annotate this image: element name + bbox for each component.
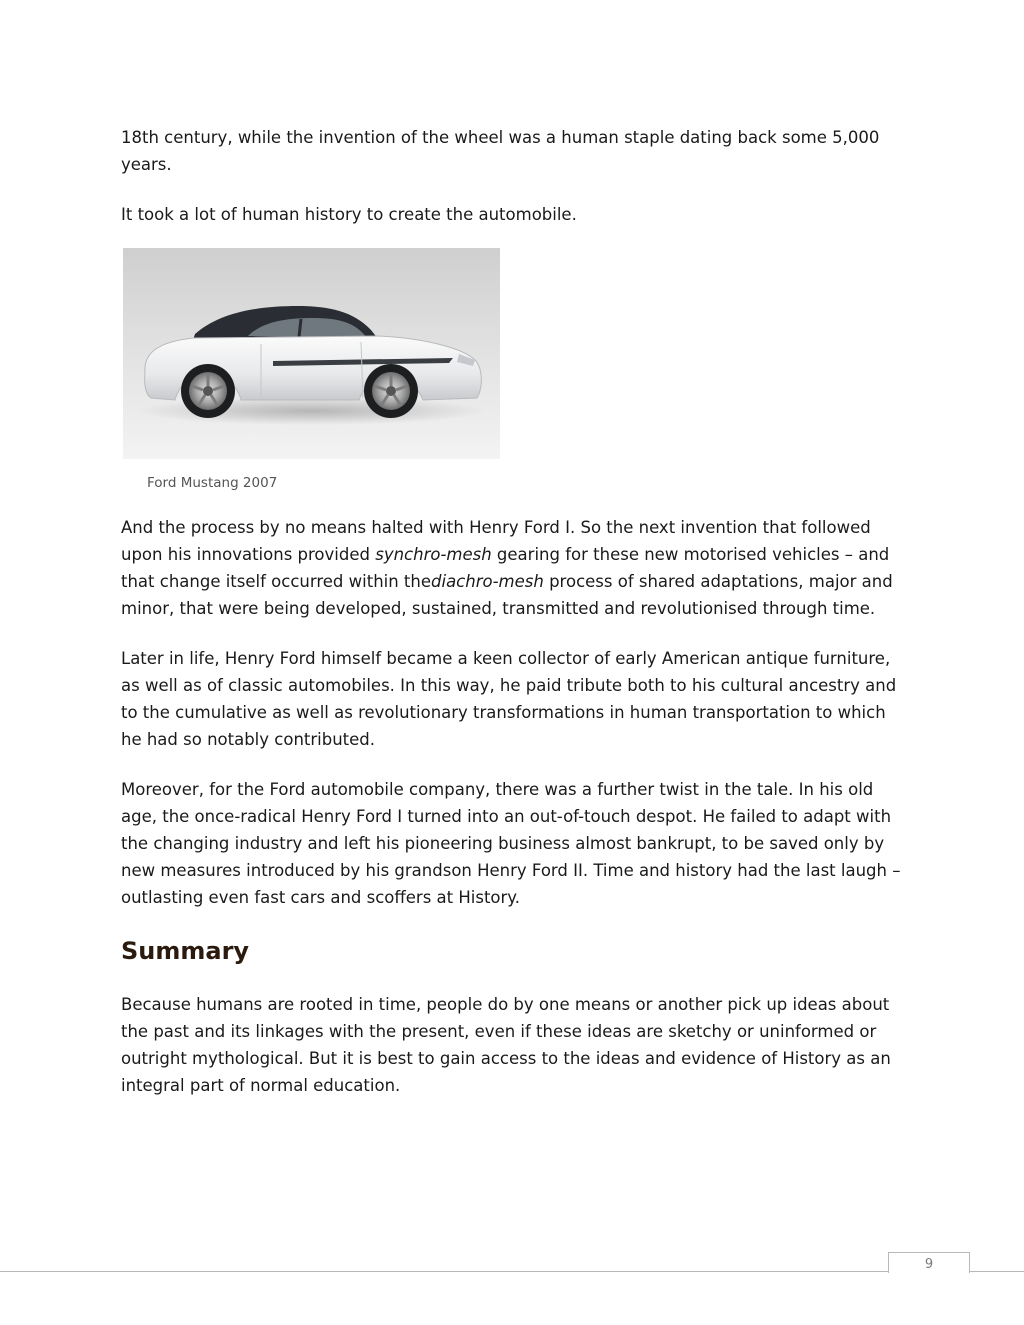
footer-divider — [0, 1271, 1024, 1272]
emphasis-diachro-mesh: diachro-mesh — [431, 572, 544, 591]
mustang-photo — [123, 248, 500, 459]
emphasis-synchro-mesh: synchro-mesh — [375, 545, 492, 564]
text-segment: gearing for these new motorised vehicles – and that change itself occurred within the — [121, 545, 890, 591]
paragraph-automobile: It took a lot of human history to create the automobile. — [121, 205, 577, 224]
paragraph-twist: Moreover, for the Ford automobile company, there was a further twist in the tale. In his old age, the once-radical Henry Ford I turned into an out-of-touch despot. He failed to adapt with the changing industry and left his pioneering business almost bankrupt, to be saved only by new measures introduced by his grandson Henry Ford II. Time and history had the last laugh – outlasting even fast cars and scoffers at History. — [121, 780, 901, 907]
summary-paragraph: Because humans are rooted in time, people do by one means or another pick up ideas about the past and its linkages with the present, even if these ideas are sketchy or uninformed or outright mythological. But it is best to gain access to the ideas and evidence of History as an integral part of normal education. — [121, 995, 891, 1095]
figure-mustang — [123, 248, 500, 492]
text-segment: process of shared adaptations, major and minor, that were being developed, sustained, transmitted and revolutionised through time. — [121, 572, 893, 618]
page-number: 9 — [888, 1252, 970, 1273]
text-segment: And the process by no means halted with Henry Ford I. So the next invention that followed upon his innovations provided — [121, 518, 871, 564]
paragraph-wheel: 18th century, while the invention of the wheel was a human staple dating back some 5,000 years. — [121, 128, 880, 174]
figure-caption: Ford Mustang 2007 — [147, 475, 278, 491]
paragraph-collector: Later in life, Henry Ford himself became a keen collector of early American antique furniture, as well as of classic automobiles. In this way, he paid tribute both to his cultural ancestry and to the cumulative as well as revolutionary transformations in human transportation to which he had so notably contributed. — [121, 649, 897, 749]
summary-heading: Summary — [121, 937, 250, 965]
paragraph-process — [121, 514, 911, 622]
page-content — [121, 124, 911, 1099]
